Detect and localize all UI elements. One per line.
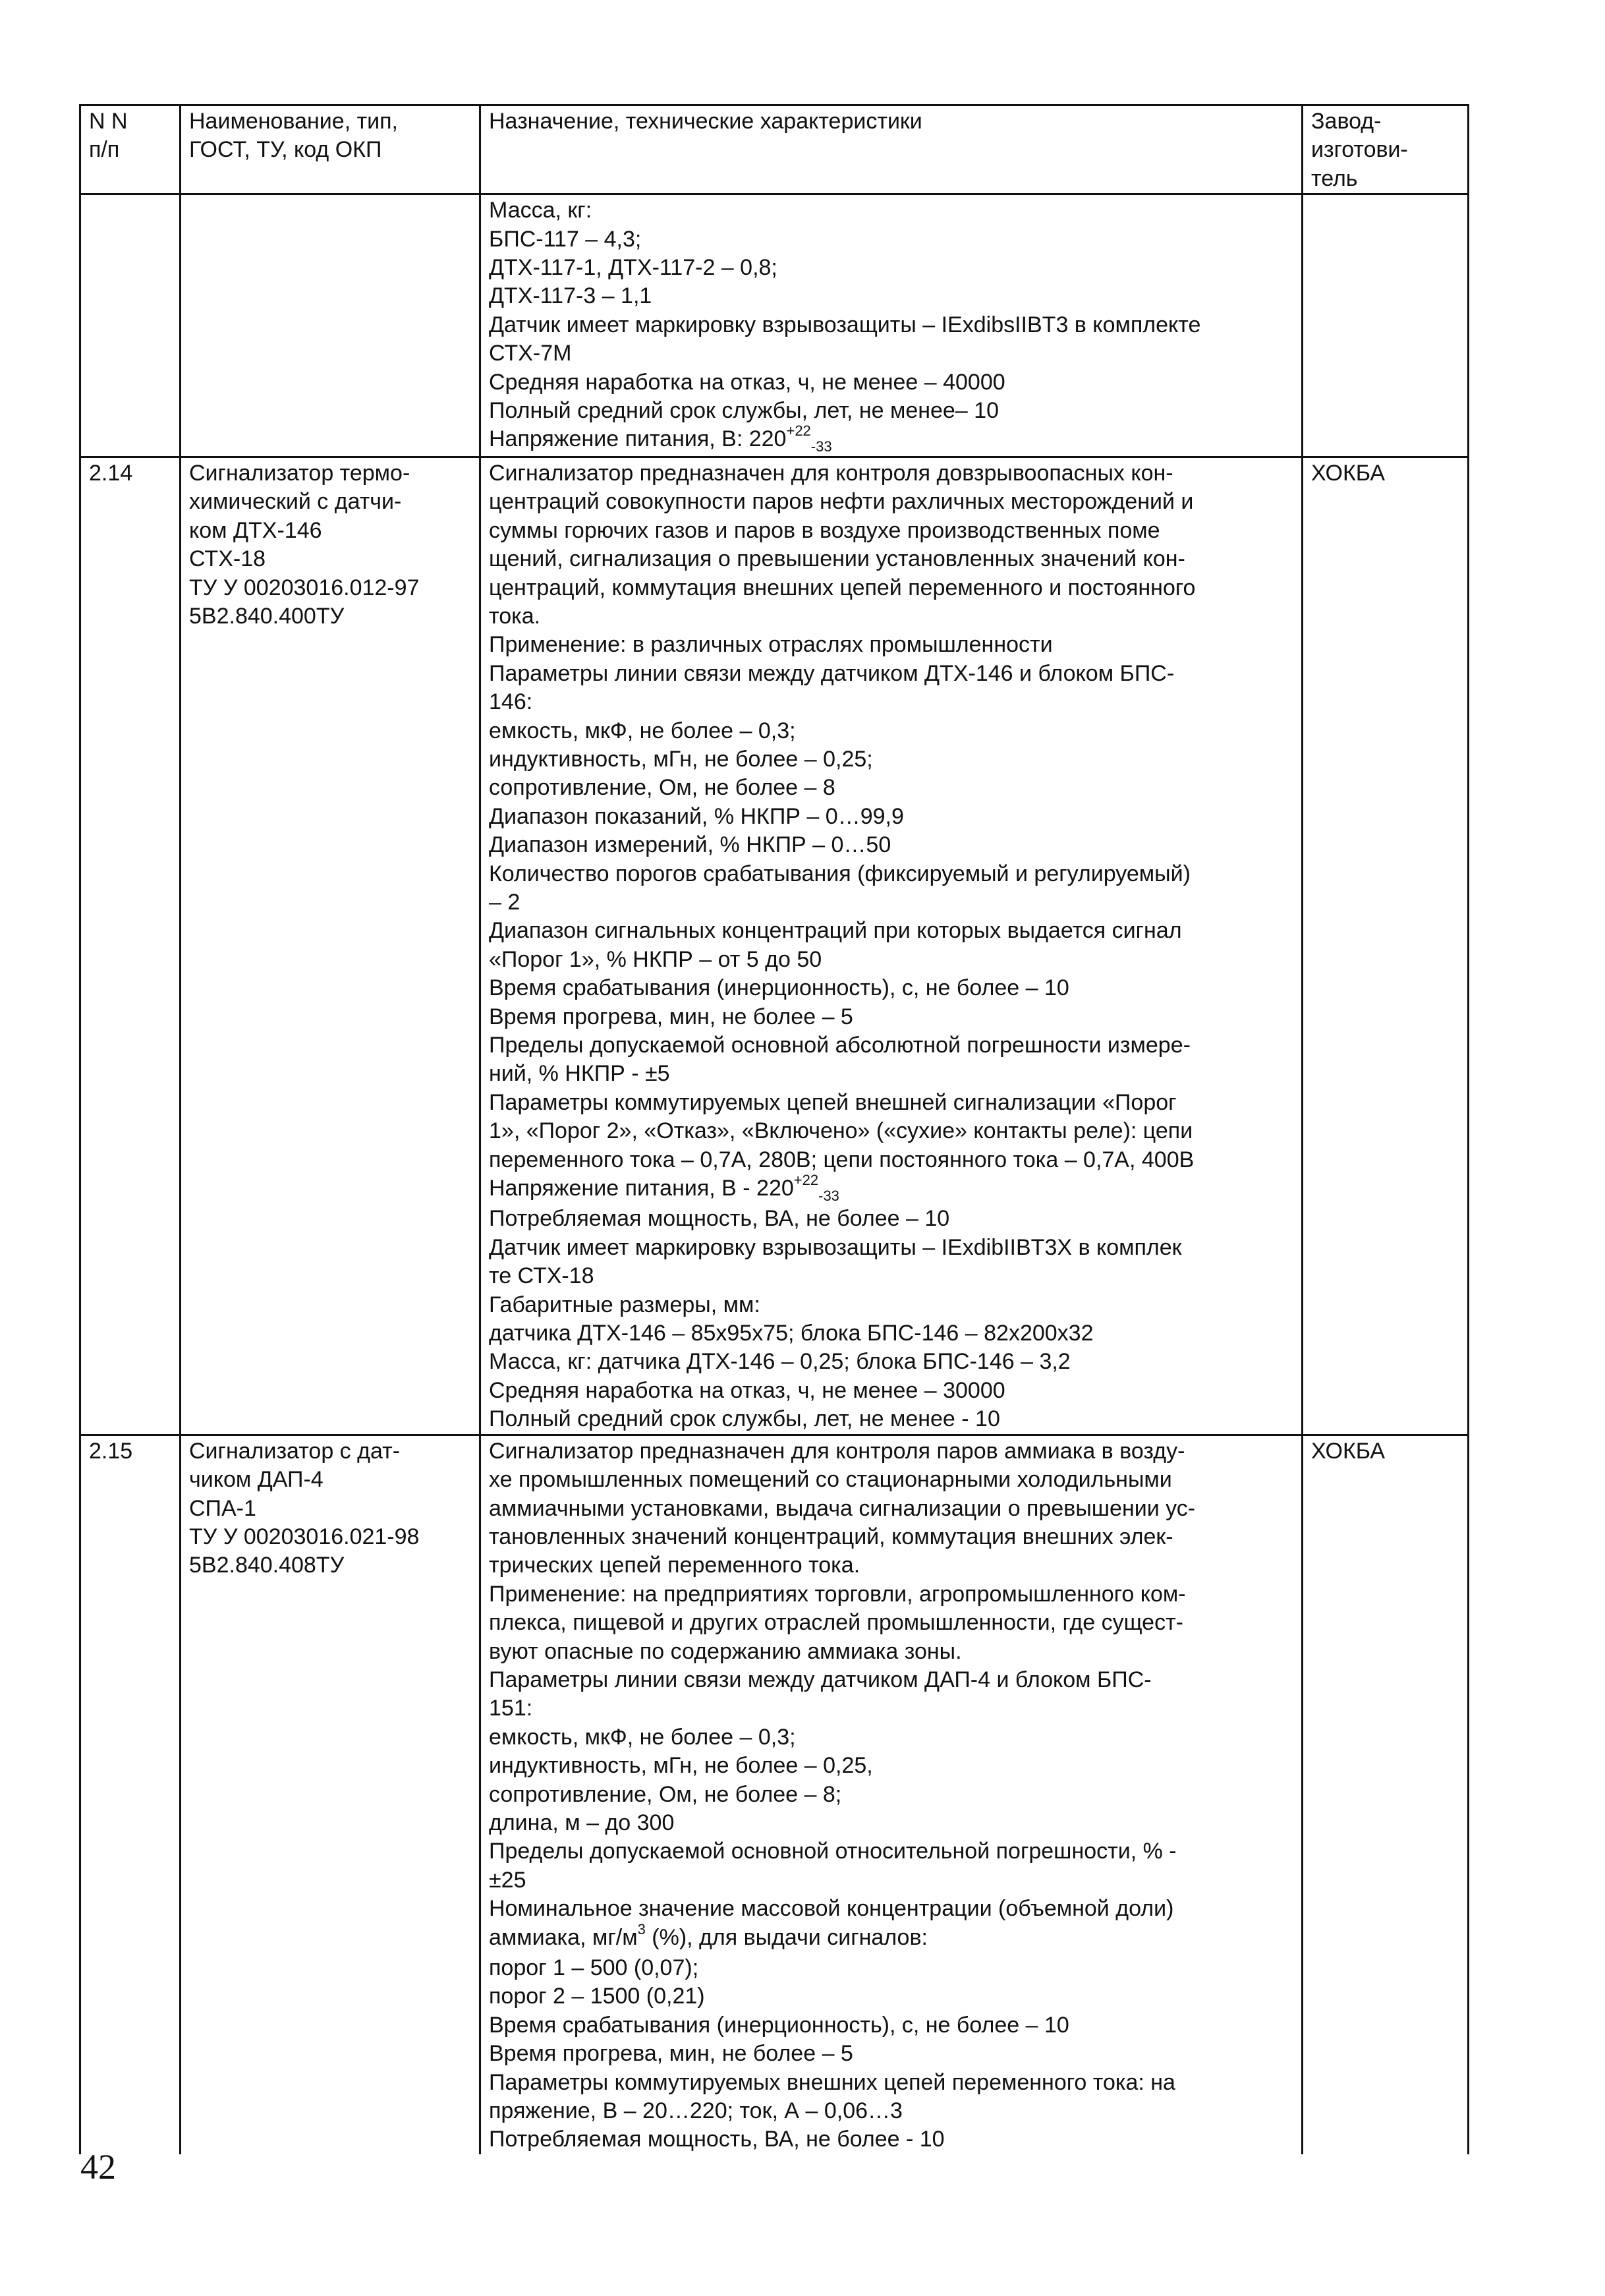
text-line: центраций совокупности паров нефти рахличных месторождений и — [489, 489, 1194, 515]
header-name — [181, 105, 480, 194]
text-line: Время срабатывания (инерционность), с, не более – 10 — [489, 975, 1069, 1001]
text-line: порог 1 – 500 (0,07); — [489, 1955, 699, 1980]
text-line: центраций, коммутация внешних цепей переменного и постоянного — [489, 575, 1196, 600]
text-line: Потребляемая мощность, ВА, не более - 10 — [489, 2127, 945, 2152]
text-line: Пределы допускаемой основной относительной погрешности, % - — [489, 1839, 1177, 1864]
text-line: 5В2.840.400ТУ — [189, 603, 345, 629]
text-line: длина, м – до 300 — [489, 1810, 675, 1835]
text-line: Количество порогов срабатывания (фиксируемый и регулируемый) — [489, 861, 1191, 886]
text-line: Параметры линии связи между датчиком ДАП-4 и блоком БПС- — [489, 1667, 1152, 1692]
text-line: ТУ У 00203016.012-97 — [189, 575, 420, 600]
text-line: Сигнализатор предназначен для контроля довзрывоопасных кон- — [489, 460, 1173, 486]
text-line: порог 2 – 1500 (0,21) — [489, 1984, 705, 2009]
header-number — [80, 105, 181, 194]
description-lines — [489, 1437, 1293, 1924]
text-line: – 2 — [489, 889, 521, 915]
description-lines — [489, 196, 1293, 425]
text-line: Средняя наработка на отказ, ч, не менее – 30000 — [489, 1377, 1005, 1403]
text-line: те СТХ-18 — [489, 1263, 594, 1289]
text-line: Параметры коммутируемых цепей внешней сигнализации «Порог — [489, 1089, 1177, 1115]
text-line: Параметры коммутируемых внешних цепей переменного тока: на — [489, 2069, 1175, 2095]
name-lines — [189, 459, 471, 631]
text-line: Средняя наработка на отказ, ч, не менее – 40000 — [489, 369, 1005, 395]
text-line: Масса, кг: — [489, 198, 592, 223]
text-line: щений, сигнализация о превышении установленных значений кон- — [489, 546, 1185, 572]
text-line: Применение: в различных отраслях промышленности — [489, 632, 1053, 658]
text-line: Диапазон показаний, % НКПР – 0…99,9 — [489, 803, 904, 829]
unit-post: (%), для выдачи сигналов: — [645, 1924, 928, 1950]
voltage-line — [489, 422, 1293, 455]
text-line: суммы горючих газов и паров в воздухе производственных поме — [489, 517, 1160, 543]
text-line: Диапазон сигнальных концентраций при которых выдается сигнал — [489, 918, 1182, 944]
text-line: индуктивность, мГн, не более – 0,25, — [489, 1753, 873, 1779]
text-line: Потребляемая мощность, ВА, не более – 10 — [489, 1206, 950, 1232]
text-line: Номинальное значение массовой концентрации (объемной доли) — [489, 1896, 1174, 1922]
text-line: Полный средний срок службы, лет, не менее - 10 — [489, 1406, 1000, 1432]
text-line: пряжение, В – 20…220; ток, А – 0,06…3 — [489, 2098, 903, 2124]
description-lines — [489, 1205, 1293, 1433]
row-description-cell — [480, 1435, 1303, 2154]
text-line: сопротивление, Ом, не более – 8 — [489, 775, 835, 801]
text-line: Время срабатывания (инерционность), с, не более – 10 — [489, 2012, 1069, 2038]
voltage-tolerance-plus: +22 — [786, 422, 811, 440]
text-line: сопротивление, Ом, не более – 8; — [489, 1781, 842, 1807]
row-number-cell: 2.14 — [80, 457, 181, 1435]
text-line: емкость, мкФ, не более – 0,3; — [489, 718, 796, 743]
text-line: ТУ У 00203016.021-98 — [189, 1524, 420, 1549]
voltage-text: Напряжение питания, В: 220 — [489, 426, 787, 452]
text-line: переменного тока – 0,7А, 280В; цепи постоянного тока – 0,7А, 400В — [489, 1147, 1195, 1172]
voltage-tolerance-minus: -33 — [818, 1188, 839, 1205]
text-line: тока. — [489, 603, 541, 629]
text-line: ±25 — [489, 1867, 526, 1893]
text-line: чиком ДАП-4 — [189, 1467, 324, 1493]
name-lines — [189, 1437, 471, 1580]
text-line: индуктивность, мГн, не более – 0,25; — [489, 746, 873, 772]
row-name-cell — [181, 1435, 480, 2154]
text-line: Время прогрева, мин, не более – 5 — [489, 2041, 853, 2067]
text-line: Датчик имеет маркировку взрывозащиты – IExdibIIBT3X в комплек — [489, 1234, 1182, 1260]
text-line: 146: — [489, 689, 533, 715]
table-row — [80, 194, 1469, 457]
text-line: 1», «Порог 2», «Отказ», «Включено» («сухие» контакты реле): цепи — [489, 1118, 1193, 1144]
voltage-tolerance-minus: -33 — [810, 438, 832, 455]
unit-exponent: 3 — [637, 1920, 646, 1937]
header-manufacturer-line: Завод- — [1311, 109, 1382, 134]
text-line: 151: — [489, 1696, 533, 1721]
unit-pre: аммиака, мг/м — [489, 1924, 638, 1950]
description-lines — [489, 1954, 1293, 2154]
text-line: хе промышленных помещений со стационарными холодильными — [489, 1467, 1172, 1493]
row-number-cell: 2.15 — [80, 1435, 181, 2154]
text-line: БПС-117 – 4,3; — [489, 226, 642, 252]
text-line: Датчик имеет маркировку взрывозащиты – IExdibsIIBT3 в комплекте — [489, 312, 1201, 337]
header-number-line: N N — [89, 109, 128, 134]
row-name-cell — [181, 457, 480, 1435]
voltage-text: Напряжение питания, В - 220 — [489, 1176, 794, 1201]
row-manufacturer-cell: ХОКБА — [1303, 1435, 1469, 2154]
text-line: Применение: на предприятиях торговли, агропромышленного ком- — [489, 1581, 1186, 1607]
voltage-line — [489, 1174, 1293, 1205]
text-line: Время прогрева, мин, не более – 5 — [489, 1004, 853, 1029]
header-manufacturer — [1303, 105, 1469, 194]
header-number-line: п/п — [89, 137, 120, 163]
row-manufacturer-cell — [1303, 194, 1469, 457]
text-line: СТХ-7М — [489, 341, 572, 366]
description-lines — [489, 459, 1293, 1174]
text-line: Пределы допускаемой основной абсолютной погрешности измере- — [489, 1033, 1191, 1058]
page-number: 42 — [80, 2147, 116, 2187]
text-line: «Порог 1», % НКПР – от 5 до 50 — [489, 946, 822, 972]
voltage-tolerance-plus: +22 — [793, 1172, 819, 1189]
header-name-line: ГОСТ, ТУ, код ОКП — [189, 137, 382, 163]
row-number-cell — [80, 194, 181, 457]
unit-line — [489, 1920, 1293, 1954]
text-line: аммиачными установками, выдача сигнализации о превышении ус- — [489, 1495, 1196, 1521]
row-manufacturer-cell: ХОКБА — [1303, 457, 1469, 1435]
text-line: СТХ-18 — [189, 546, 266, 572]
text-line: Параметры линии связи между датчиком ДТХ-146 и блоком БПС- — [489, 660, 1175, 686]
text-line: Полный средний срок службы, лет, не менее– 10 — [489, 398, 999, 424]
header-description — [480, 105, 1303, 194]
text-line: тановленных значений концентраций, коммутация внешних элек- — [489, 1524, 1173, 1549]
text-line: Масса, кг: датчика ДТХ-146 – 0,25; блока БПС-146 – 3,2 — [489, 1349, 1071, 1375]
specification-table — [79, 104, 1469, 2154]
table-row — [80, 1435, 1469, 2154]
text-line: датчика ДТХ-146 – 85х95х75; блока БПС-146 – 82х200х32 — [489, 1321, 1094, 1346]
text-line: вуют опасные по содержанию аммиака зоны. — [489, 1638, 962, 1664]
header-description-line: Назначение, технические характеристики — [489, 109, 922, 134]
text-line: ний, % НКПР - ±5 — [489, 1061, 670, 1087]
text-line: Диапазон измерений, % НКПР – 0…50 — [489, 832, 891, 858]
text-line: Сигнализатор термо- — [189, 460, 410, 486]
text-line: Сигнализатор с дат- — [189, 1438, 401, 1464]
text-line: Сигнализатор предназначен для контроля паров аммиака в возду- — [489, 1438, 1185, 1464]
row-name-cell — [181, 194, 480, 457]
header-manufacturer-line: тель — [1311, 165, 1358, 191]
text-line: плекса, пищевой и других отраслей промышленности, где сущест- — [489, 1610, 1183, 1636]
text-line: химический с датчи- — [189, 489, 402, 515]
text-line: СПА-1 — [189, 1495, 256, 1521]
text-line: ДТХ-117-1, ДТХ-117-2 – 0,8; — [489, 255, 777, 281]
text-line: 5В2.840.408ТУ — [189, 1553, 345, 1578]
table-row — [80, 457, 1469, 1435]
header-manufacturer-line: изготови- — [1311, 137, 1408, 163]
header-name-line: Наименование, тип, — [189, 109, 399, 134]
text-line: Габаритные размеры, мм: — [489, 1292, 760, 1317]
text-line: трических цепей переменного тока. — [489, 1553, 860, 1578]
text-line: емкость, мкФ, не более – 0,3; — [489, 1724, 796, 1750]
table-header-row — [80, 105, 1469, 194]
text-line: ком ДТХ-146 — [189, 517, 322, 543]
text-line: ДТХ-117-3 – 1,1 — [489, 283, 652, 309]
row-description-cell — [480, 457, 1303, 1435]
row-description-cell — [480, 194, 1303, 457]
